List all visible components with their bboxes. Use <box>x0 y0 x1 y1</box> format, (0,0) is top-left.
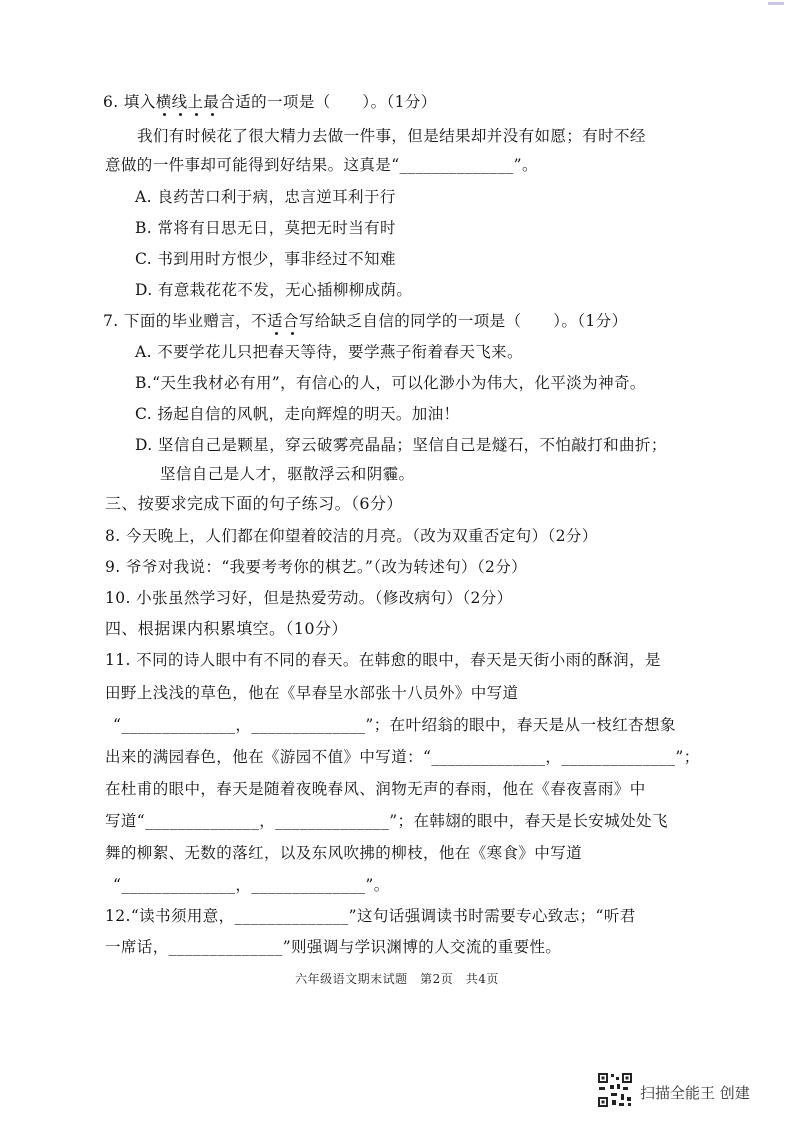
q8-text: 8. 今天晚上，人们都在仰望着皎洁的月亮。（改为双重否定句）（2分） <box>105 527 598 545</box>
q7-stem: 7. 下面的毕业赠言，不适合写给缺乏自信的同学的一项是（ ）。（1分） <box>103 312 628 330</box>
q12-line2: 一席话，______________”则强调与学识渊博的人交流的重要性。 <box>105 938 562 956</box>
q6-option-b: B. 常将有日思无日，莫把无时当有时 <box>135 219 396 237</box>
q6-option-a: A. 良药苦口利于病，忠言逆耳利于行 <box>135 188 396 206</box>
q9-text: 9. 爷爷对我说：“我要考考你的棋艺。”（改为转述句）（2分） <box>105 558 528 576</box>
section4-heading: 四、根据课内积累填空。（10分） <box>105 619 348 638</box>
q11-line7: 舞的柳絮、无数的落红，以及东风吹拂的柳枝，他在《寒食》中写道 <box>105 844 583 862</box>
q11-line6: 写道“______________，______________”；在韩翃的眼中，春天是长安城处处飞 <box>105 812 668 830</box>
q11-line3: “______________，______________”；在叶绍翁的眼中，春天是从一枝红杏想象 <box>113 716 676 734</box>
q6-stem: 6. 填入横线上最合适的一项是（ ）。（1分） <box>103 93 437 111</box>
q7-option-a: A. 不要学花儿只把春天等待，要学燕子衔着春天飞来。 <box>135 343 523 361</box>
q6-passage-line1: 我们有时候花了很大精力去做一件事，但是结果却并没有如愿；有时不经 <box>137 127 646 145</box>
q12-line1: 12.“读书须用意，______________”这句话强调读书时需要专心致志；“听君 <box>105 907 636 925</box>
q10-text: 10. 小张虽然学习好，但是热爱劳动。（修改病句）（2分） <box>105 589 513 607</box>
q7-option-c: C. 扬起自信的风帆，走向辉煌的明天。加油！ <box>135 405 460 423</box>
q7-option-d-line2: 坚信自己是人才，驱散浮云和阴霾。 <box>160 465 415 483</box>
page-footer: 六年级语文期末试题 第2页 共4页 <box>295 972 499 986</box>
q11-line5: 在杜甫的眼中，春天是随着夜晚春风、润物无声的春雨，他在《春夜喜雨》中 <box>105 780 646 798</box>
emphasis-dot <box>275 332 278 335</box>
q6-option-d: D. 有意栽花花不发，无心插柳柳成荫。 <box>135 281 413 299</box>
q7-option-b: B.“天生我材必有用”，有信心的人，可以化渺小为伟大，化平淡为神奇。 <box>135 374 646 392</box>
section3-heading: 三、按要求完成下面的句子练习。（6分） <box>105 494 403 513</box>
qr-code-icon <box>597 1072 633 1108</box>
q7-option-d-line1: D. 坚信自己是颗星，穿云破雾亮晶晶；坚信自己是燧石，不怕敲打和曲折； <box>135 436 667 454</box>
scan-speck <box>768 2 784 5</box>
q11-line4: 出来的满园春色，他在《游园不值》中写道：“______________，______________”； <box>105 748 700 766</box>
q6-option-c: C. 书到用时方恨少，事非经过不知难 <box>135 250 396 268</box>
q6-passage-line2: 意做的一件事却可能得到好结果。这真是“______________”。 <box>105 156 538 174</box>
q11-line2: 田野上浅浅的草色，他在《早春呈水部张十八员外》中写道 <box>105 684 519 702</box>
q11-line1: 11. 不同的诗人眼中有不同的春天。在韩愈的眼中，春天是天街小雨的酥润，是 <box>105 651 661 669</box>
scanner-watermark: 扫描全能王 创建 <box>640 1084 750 1102</box>
emphasis-dot <box>291 332 294 335</box>
emphasis-dot <box>163 113 166 116</box>
q11-line8: “______________，______________”。 <box>113 876 390 894</box>
emphasis-dot <box>179 113 182 116</box>
emphasis-dot <box>211 113 214 116</box>
emphasis-dot <box>195 113 198 116</box>
